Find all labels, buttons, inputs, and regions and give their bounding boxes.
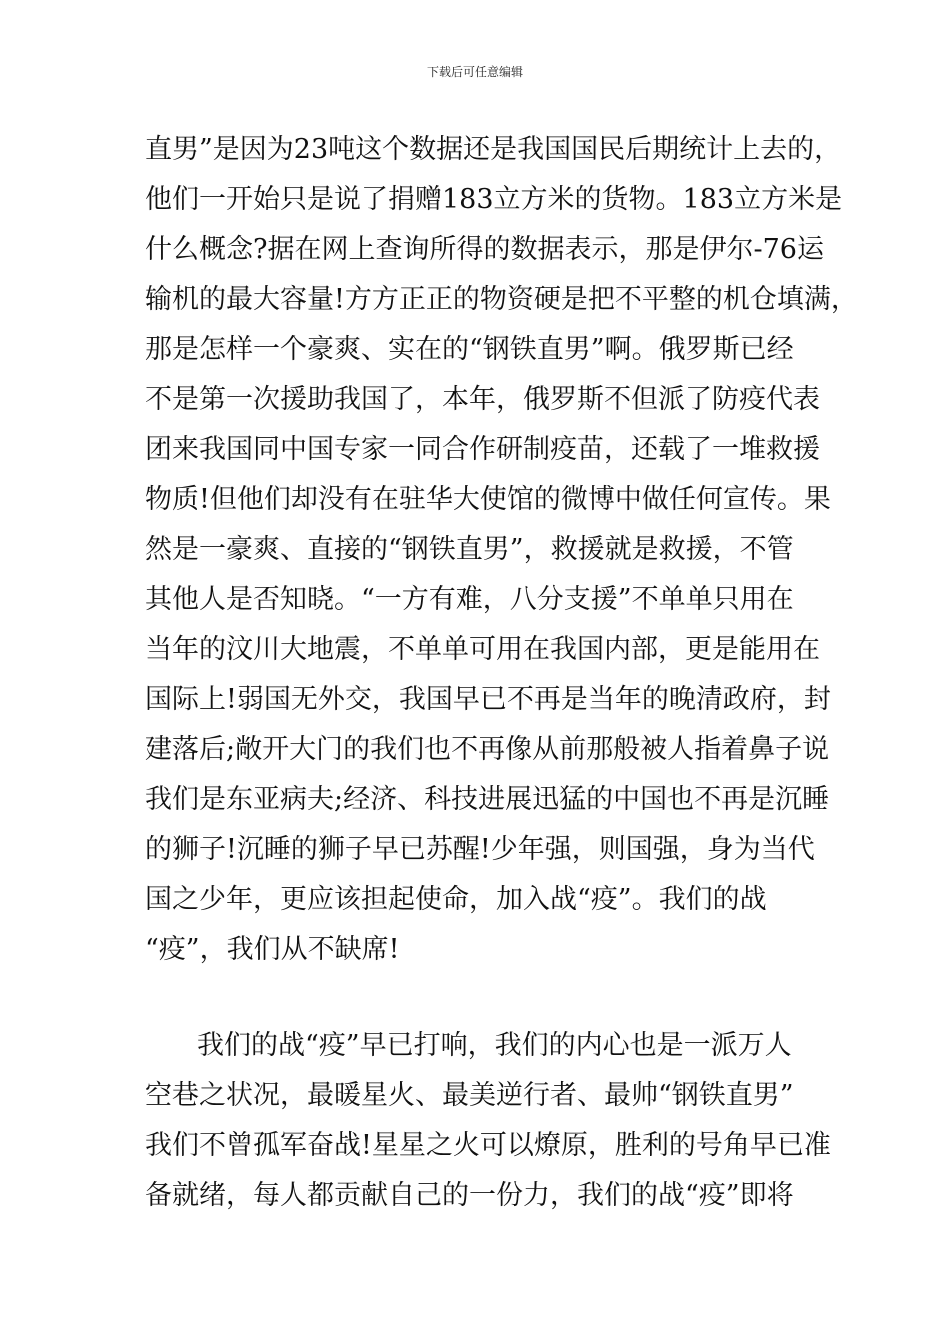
text-line: “疫”，我们从不缺席! <box>145 934 400 965</box>
text-line: 国之少年，更应该担起使命，加入战“疫”。我们的战 <box>145 884 767 915</box>
text-line: 什么概念?据在网上查询所得的数据表示，那是伊尔-76运 <box>145 234 824 265</box>
text-line: 物质!但他们却没有在驻华大使馆的微博中做任何宣传。果 <box>145 484 831 515</box>
page-header: 下载后可任意编辑 <box>426 65 523 79</box>
text-line: 国际上!弱国无外交，我国早已不再是当年的晚清政府，封 <box>145 684 831 715</box>
paragraph-2 <box>145 1021 831 1221</box>
text-line: 不是第一次援助我国了，本年，俄罗斯不但派了防疫代表 <box>145 384 820 415</box>
paragraph-1 <box>145 125 858 975</box>
text-line: 他们一开始只是说了捐赠183立方米的货物。183立方米是 <box>145 184 843 215</box>
text-line: 团来我国同中国专家一同合作研制疫苗，还载了一堆救援 <box>145 434 820 465</box>
text-line: 的狮子!沉睡的狮子早已苏醒!少年强，则国强，身为当代 <box>145 834 815 865</box>
text-line: 备就绪，每人都贡献自己的一份力，我们的战“疫”即将 <box>145 1180 794 1211</box>
text-line: 那是怎样一个豪爽、实在的“钢铁直男”啊。俄罗斯已经 <box>145 334 794 365</box>
text-line: 其他人是否知晓。“一方有难，八分支援”不单单只用在 <box>145 584 794 615</box>
text-line: 空巷之状况，最暖星火、最美逆行者、最帅“钢铁直男” <box>145 1080 794 1111</box>
text-line: 我们是东亚病夫;经济、科技进展迅猛的中国也不再是沉睡 <box>145 784 830 815</box>
text-line: 我们的战“疫”早已打响，我们的内心也是一派万人 <box>197 1030 792 1061</box>
text-line: 然是一豪爽、直接的“钢铁直男”，救援就是救援，不管 <box>145 534 794 565</box>
text-line: 当年的汶川大地震，不单单可用在我国内部，更是能用在 <box>145 634 820 665</box>
text-line: 直男”是因为23吨这个数据还是我国国民后期统计上去的， <box>145 134 842 165</box>
text-line: 建落后;敞开大门的我们也不再像从前那般被人指着鼻子说 <box>145 734 830 765</box>
text-line: 输机的最大容量!方方正正的物资硬是把不平整的机仓填满， <box>145 284 858 315</box>
text-line: 我们不曾孤军奋战!星星之火可以燎原，胜利的号角早已准 <box>145 1130 831 1161</box>
